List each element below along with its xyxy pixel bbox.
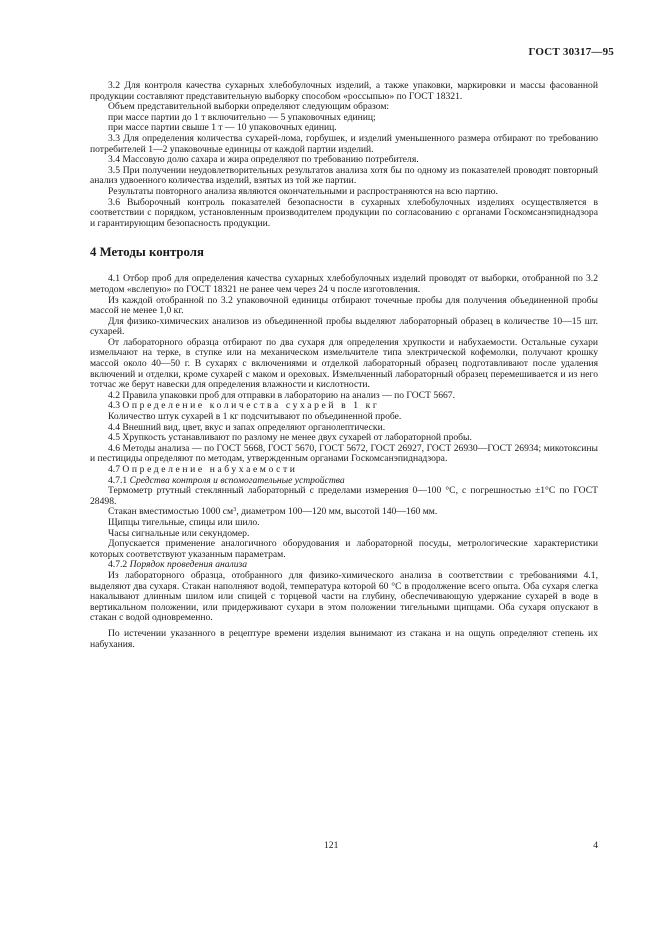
paragraph-4-1-b: Из каждой отобранной по 3.2 упаковочной единицы отбирают точечные пробы для получения объединенной пробы массой не менее 1,0 кг. (90, 294, 598, 317)
paragraph-3-2: 3.2 Для контроля качества сухарных хлебобулочных изделий, а также упаковки, маркировки и массы фасованной продукции составляют представительную выборку способом «россыпью» по ГОСТ 18321. (90, 80, 598, 102)
section-4-heading: 4 Методы контроля (90, 245, 204, 260)
sheet-number: 4 (593, 840, 598, 851)
paragraph-batch-large: при массе партии свыше 1 т — 10 упаковочных единиц. (108, 122, 337, 134)
paragraph-procedure: Из лабораторного образца, отобранного для физико-химического анализа в соответствии с требованиями 4.1, выделяют два сухаря. Стакан наполняют водой, температура которой 60 °С в продолжение всего опыта. Оба сухаря слегка накалывают длинным шилом или спицей с торцевой части на глубину, обеспечивающую удержание сухарей в воде в вертикальном положении, или придерживают сухари в этом положении тигельными щипцами. Оба сухаря опускают в стакан с водой одновременно. (90, 569, 598, 624)
document-body (90, 81, 598, 650)
paragraph-final: По истечении указанного в рецептуре времени изделия вынимают из стакана и на ощупь определяют степень их набухания. (90, 627, 598, 650)
paragraph-4-6: 4.6 Методы анализа — по ГОСТ 5668, ГОСТ 5670, ГОСТ 5672, ГОСТ 26927, ГОСТ 26930—ГОСТ 26934; микотоксины и пестициды определяют по методам, утвержденным органами Госкомсанэпиднадзора. (90, 442, 598, 465)
paragraph-sample-volume: Объем представительной выборки определяют следующим образом: (108, 101, 390, 113)
paragraph-repeat-results: Результаты повторного анализа являются окончательными и распространяются на всю партию. (108, 185, 498, 197)
paragraph-3-6: 3.6 Выборочный контроль показателей безопасности в сухарных хлебобулочных изделиях осуществляется в соответствии с порядком, установленным производителем продукции по согласованию с органами Госкомсанэпиднадзора и гарантирующим безопасность продукции. (90, 196, 598, 229)
document-code-header: ГОСТ 30317—95 (528, 46, 614, 58)
clause-number: 4.3 (108, 400, 120, 412)
clause-number: 4.7.1 (108, 474, 128, 486)
glass-text-b: , диаметром 100—120 мм, высотой 140—160 мм. (236, 506, 438, 518)
clause-number: 4.7.2 (108, 559, 128, 571)
clause-title-spaced: Определение набухаемости (122, 464, 298, 475)
paragraph-4-1-d: От лабораторного образца отбирают по два сухаря для определения хрупкости и набухаемости. Остальные сухари измельчают на терке, в ступке или на механическом измельчителе типа электрической кофемолки, получают крошку массой около 40—50 г. В сухарях с включениями и отделкой лабораторный образец подготавливают после удаления включений и отделки, кроме сухарей с маком и ореховых. Измельченный лабораторный образец перемешивается и из него тотчас же берут навески для определения влажности и кислотности. (90, 336, 598, 391)
clause-title-italic: Средства контроля и вспомогательные устройства (129, 474, 345, 486)
glass-text-a: Стакан вместимостью 1000 см (108, 506, 234, 518)
paragraph-batch-small: при массе партии до 1 т включительно — 5 упаковочных единиц; (108, 111, 376, 123)
clause-number: 4.7 (108, 464, 120, 475)
paragraph-thermometer: Термометр ртутный стеклянный лабораторный с пределами измерения 0—100 °С, с погрешностью ±1°С по ГОСТ 28498. (90, 485, 598, 507)
page-number: 121 (324, 840, 339, 851)
paragraph-4-2: 4.2 Правила упаковки проб для отправки в лабораторию на анализ — по ГОСТ 5667. (108, 389, 455, 401)
paragraph-3-5: 3.5 При получении неудовлетворительных результатов анализа хотя бы по одному из показателей проводят повторный анализ удвоенного количества изделий, взятых из той же партии. (90, 164, 598, 187)
paragraph-equipment-allowed: Допускается применение аналогичного оборудования и лабораторной посуды, метрологические характеристики которых соответствуют указанным параметрам. (90, 538, 598, 560)
paragraph-3-4: 3.4 Массовую долю сахара и жира определяют по требованию потребителя. (108, 154, 419, 166)
superscript-three: 3 (233, 506, 237, 514)
paragraph-4-1-c: Для физико-химических анализов из объединенной пробы выделяют лабораторный образец в количестве 10—15 шт. сухарей. (90, 315, 598, 338)
paragraph-4-5: 4.5 Хрупкость устанавливают по разлому не менее двух сухарей от лабораторной пробы. (108, 432, 472, 444)
paragraph-clock: Часы сигнальные или секундомер. (108, 527, 250, 539)
clause-title-italic: Порядок проведения анализа (129, 559, 248, 571)
paragraph-4-4: 4.4 Внешний вид, цвет, вкус и запах определяют органолептически. (108, 421, 386, 433)
paragraph-4-3-b: Количество штук сухарей в 1 кг подсчитывают по объединенной пробе. (108, 411, 402, 423)
paragraph-tongs: Щипцы тигельные, спицы или шило. (108, 516, 260, 528)
paragraph-4-1: 4.1 Отбор проб для определения качества сухарных хлебобулочных изделий проводят от выборки, отобранной по 3.2 методом «вслепую» по ГОСТ 18321 не ранее чем через 24 ч после изготовления. (90, 273, 598, 295)
clause-title-spaced: Определение количества сухарей в 1 кг (122, 400, 380, 412)
paragraph-3-3: 3.3 Для определения количества сухарей-лома, горбушек, и изделий уменьшенного размера отбирают по требованию потребителей 1—2 упаковочные единицы от каждой партии изделий. (90, 132, 598, 155)
